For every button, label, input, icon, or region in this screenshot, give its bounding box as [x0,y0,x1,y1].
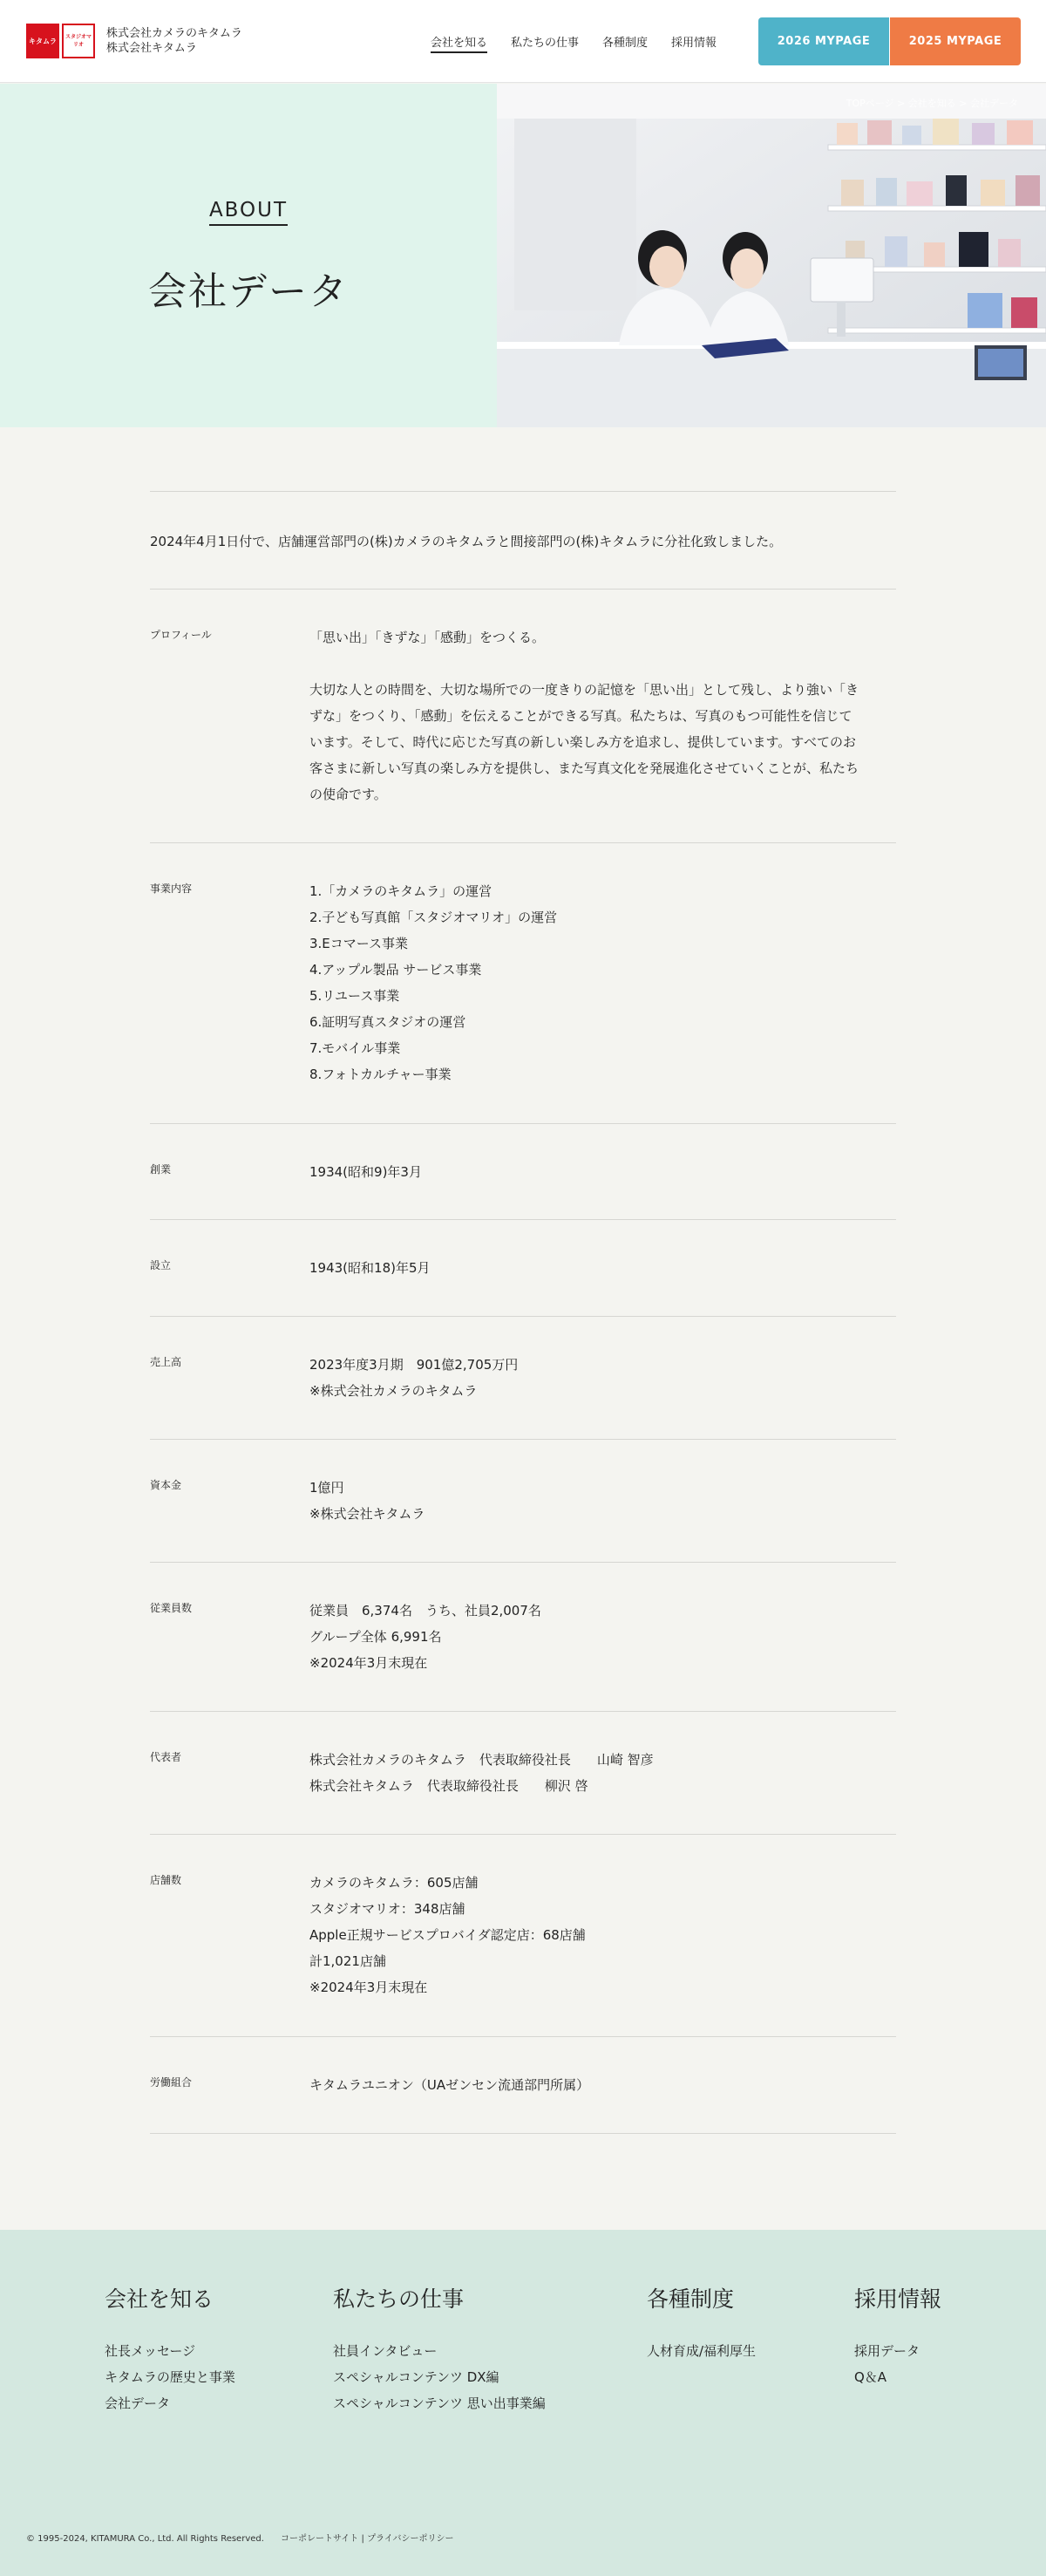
logo-white-text: スタジオマリオ [65,34,92,48]
footer-col-work [333,2282,546,2416]
site-logo[interactable] [26,24,242,58]
nav-about[interactable]: 会社を知る [431,33,487,53]
copyright: © 1995-2024, KITAMURA Co., Ltd. All Rights Reserved. [26,2534,264,2544]
site-footer [0,2230,1046,2576]
data-row [150,2037,896,2134]
row-value [309,1159,896,1185]
page-title: 会社データ [148,269,349,314]
footer-col-about [105,2282,235,2416]
row-value-line: Apple正規サービスプロバイダ認定店：68店舗 [309,1927,586,1943]
row-value [309,878,896,1087]
footer-col-title[interactable]: 各種制度 [647,2286,735,2312]
row-value-line: グループ全体 6,991名 [309,1629,442,1645]
row-value-line: ※株式会社カメラのキタムラ [309,1383,478,1399]
nav-work[interactable]: 私たちの仕事 [511,37,580,50]
row-value-line: 6.証明写真スタジオの運営 [309,1014,466,1030]
row-value-line: ※2024年3月末現在 [309,1655,428,1671]
breadcrumb[interactable]: TOPページ > 会社を知る > 会社データ [846,98,1018,109]
row-value-line: 株式会社カメラのキタムラ 代表取締役社長 山崎 智彦 [309,1752,654,1768]
row-value-line [309,651,896,677]
row-value-line: 2.子ども写真館「スタジオマリオ」の運営 [309,910,558,925]
row-label: 売上高 [150,1356,182,1368]
data-row [150,589,896,843]
row-value-line: います。そして、時代に応じた写真の新しい楽しみ方を追求し、提供しています。すべてのお [309,734,857,750]
row-value-line: 1億円 [309,1480,344,1496]
footer-col-title[interactable]: 採用情報 [854,2286,942,2312]
row-value-line: 「思い出」「きずな」「感動」をつくる。 [309,630,546,645]
mypage-2026-button[interactable]: 2026 MYPAGE [758,17,889,65]
site-header [0,0,1046,83]
row-value-line: 1934(昭和9)年3月 [309,1164,422,1180]
store-staff-photo [497,84,1046,427]
footer-bottom [26,2531,454,2544]
row-value-line: 7.モバイル事業 [309,1040,401,1056]
data-row [150,843,896,1124]
row-value-line: 従業員 6,374名 うち、社員2,007名 [309,1603,541,1619]
logo-red-text: キタムラ [29,37,57,45]
data-row [150,1317,896,1440]
row-value-line: 大切な人との時間を、大切な場所での一度きりの記憶を「思い出」として残し、より強い「き [309,682,859,698]
row-value-line: 1943(昭和18)年5月 [309,1260,431,1276]
hero-text-panel [0,84,497,427]
row-label: 創業 [150,1163,172,1176]
footer-link[interactable]: Q＆A [854,2369,887,2385]
row-label: 設立 [150,1259,172,1271]
data-row [150,1712,896,1835]
mypage-2025-button[interactable]: 2025 MYPAGE [890,17,1021,65]
hero-label-en: ABOUT [209,199,288,226]
data-row [150,1124,896,1220]
row-label: 事業内容 [150,883,193,895]
row-value-line: 4.アップル製品 サービス事業 [309,962,482,978]
nav-systems[interactable]: 各種制度 [602,37,649,50]
row-label: 代表者 [150,1751,182,1763]
footer-link[interactable]: キタムラの歴史と事業 [105,2369,235,2385]
row-value-line: の使命です。 [309,787,387,802]
hero-photo [497,84,1046,427]
row-value-line: スタジオマリオ：348店舗 [309,1901,465,1917]
row-value [309,1747,896,1799]
row-value-line: 3.Eコマース事業 [309,936,409,951]
data-row [150,1440,896,1563]
row-value [309,1352,896,1404]
row-value-line: カメラのキタムラ：605店舗 [309,1875,479,1891]
row-value [309,624,896,808]
footer-link[interactable]: 人材育成/福利厚生 [647,2343,757,2359]
row-label: 店舗数 [150,1874,182,1886]
row-label: プロフィール [150,629,212,641]
data-row [150,1563,896,1712]
row-value-line: 1.「カメラのキタムラ」の運営 [309,883,492,899]
privacy-policy-link[interactable]: プライバシーポリシー [367,2534,454,2544]
footer-link[interactable]: スペシャルコンテンツ DX編 [333,2369,499,2385]
nav-recruit[interactable]: 採用情報 [671,37,717,50]
data-row [150,1835,896,2037]
row-value-line: 計1,021店舗 [309,1953,386,1969]
row-value-line: 客さまに新しい写真の楽しみ方を提供し、また写真文化を発展進化させていくことが、私たち [309,760,859,776]
row-value [309,1598,896,1676]
row-value-line: 5.リユース事業 [309,988,400,1004]
row-value-line: ずな」をつくり、「感動」を伝えることができる写真。私たちは、写真のもつ可能性を信じて [309,708,852,724]
row-value [309,2072,896,2098]
kitamura-logo-icon [26,24,59,58]
footer-separator: | [361,2534,364,2544]
footer-col-title[interactable]: 会社を知る [105,2286,214,2312]
footer-col-recruit [854,2282,941,2390]
footer-link[interactable]: 社長メッセージ [105,2343,196,2359]
company-name-1: 株式会社カメラのキタムラ [106,27,242,40]
footer-link[interactable]: 社員インタビュー [333,2343,438,2359]
intro-text: 2024年4月1日付で、店舗運営部門の(株)カメラのキタムラと間接部門の(株)キタムラに分社化致しました。 [150,534,783,549]
corporate-site-link[interactable]: コーポレートサイト [281,2534,359,2544]
row-value-line: キタムラユニオン（UAゼンセン流通部門所属） [309,2077,590,2093]
row-label: 労働組合 [150,2076,193,2089]
global-nav [431,33,740,53]
row-value-line: ※2024年3月末現在 [309,1980,428,1995]
intro-section [150,491,896,589]
company-names [106,26,242,56]
company-name-2: 株式会社キタムラ [106,42,197,55]
row-value-line: ※株式会社キタムラ [309,1506,425,1522]
footer-col-title[interactable]: 私たちの仕事 [333,2286,465,2312]
footer-link[interactable]: 採用データ [854,2343,920,2359]
studio-mario-logo-icon [62,24,95,58]
footer-col-systems [647,2282,756,2364]
row-value-line: 2023年度3月期 901億2,705万円 [309,1357,519,1373]
row-value-line: 株式会社キタムラ 代表取締役社長 柳沢 啓 [309,1778,588,1794]
data-row [150,1220,896,1317]
row-value [309,1255,896,1281]
footer-link[interactable]: 会社データ [105,2395,171,2411]
row-value-line: 8.フォトカルチャー事業 [309,1067,452,1082]
row-label: 従業員数 [150,1602,193,1614]
footer-link[interactable]: スペシャルコンテンツ 思い出事業編 [333,2395,546,2411]
row-value [309,1870,896,2000]
row-label: 資本金 [150,1479,182,1491]
row-value [309,1475,896,1527]
